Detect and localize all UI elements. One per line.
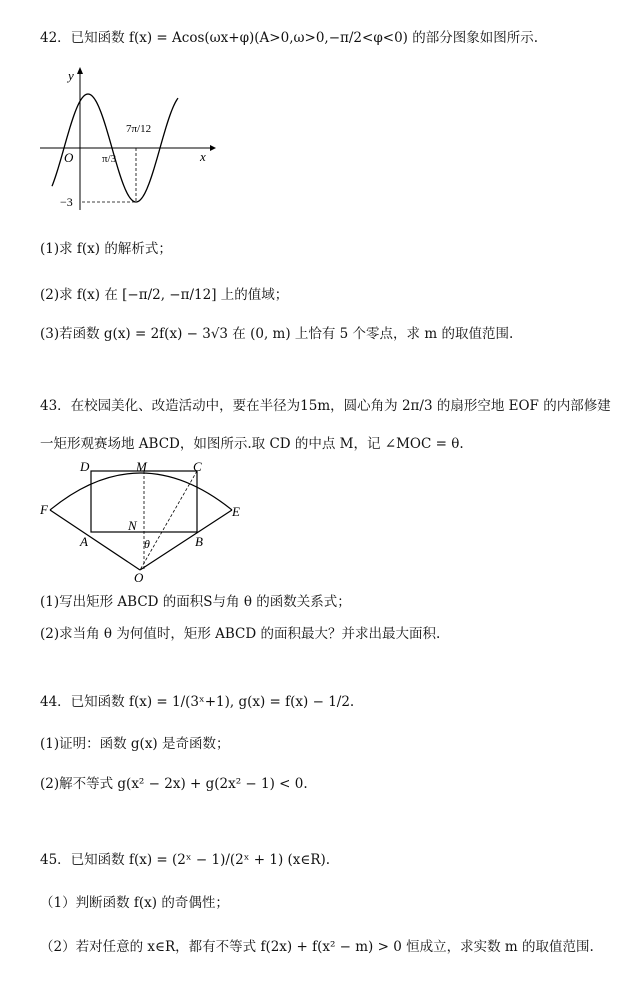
point-n: N <box>128 518 137 533</box>
radius-oe <box>140 510 232 570</box>
tick-7pi12-label: 7π/12 <box>126 123 152 135</box>
line-oc <box>140 471 197 570</box>
problem-43-sector-figure <box>40 458 250 583</box>
point-b: B <box>195 534 203 549</box>
point-a: A <box>80 534 88 549</box>
problem-45-part-2: （2）若对任意的 x∈R，都有不等式 f(2x) + f(x² − m) > 0 恒成立，求实数 m 的取值范围. <box>40 939 594 955</box>
origin-label: O <box>64 150 74 165</box>
problem-43-stem-line-2: 一矩形观赛场地 ABCD，如图所示.取 CD 的中点 M，记 ∠MOC = θ. <box>40 436 464 452</box>
x-axis-label: x <box>200 149 206 164</box>
problem-45-part-1: （1）判断函数 f(x) 的奇偶性； <box>40 895 229 911</box>
point-f: F <box>40 502 48 517</box>
point-c: C <box>193 459 202 474</box>
point-m: M <box>136 459 147 474</box>
problem-42-part-2: (2)求 f(x) 在 [−π/2, −π/12] 上的值域； <box>40 287 289 303</box>
radius-of <box>50 510 140 570</box>
point-o: O <box>134 570 144 583</box>
min-value-label: −3 <box>60 195 73 209</box>
problem-43-part-1: (1)写出矩形 ABCD 的面积S与角 θ 的函数关系式； <box>40 594 351 610</box>
y-axis-label: y <box>68 68 74 83</box>
sector-arc <box>50 473 232 510</box>
problem-44-part-1: (1)证明：函数 g(x) 是奇函数； <box>40 736 230 752</box>
point-e: E <box>232 504 240 519</box>
problem-42-part-1: (1)求 f(x) 的解析式； <box>40 241 172 257</box>
problem-42-part-3: (3)若函数 g(x) = 2f(x) − 3√3 在 (0, m) 上恰有 5 个零点，求 m 的取值范围. <box>40 326 514 342</box>
problem-44-part-2: (2)解不等式 g(x² − 2x) + g(2x² − 1) < 0. <box>40 776 308 792</box>
problem-43-part-2: (2)求当角 θ 为何值时，矩形 ABCD 的面积最大？并求出最大面积. <box>40 626 441 642</box>
problem-45-stem: 45．已知函数 f(x) = (2ˣ − 1)/(2ˣ + 1) (x∈R). <box>40 852 331 868</box>
problem-42-stem: 42．已知函数 f(x) = Acos(ωx+φ)(A>0,ω>0,−π/2<φ<0) 的部分图象如图所示. <box>40 30 539 46</box>
angle-theta: θ <box>144 537 150 551</box>
problem-42-graph <box>38 62 218 212</box>
problem-44-stem: 44．已知函数 f(x) = 1/(3ˣ+1), g(x) = f(x) − 1/2. <box>40 694 355 710</box>
problem-43-stem-line-1: 43．在校园美化、改造活动中，要在半径为15m，圆心角为 2π/3 的扇形空地 EOF 的内部修建 <box>40 398 611 414</box>
point-d: D <box>80 459 90 474</box>
tick-pi3-label: π/3 <box>102 153 117 165</box>
